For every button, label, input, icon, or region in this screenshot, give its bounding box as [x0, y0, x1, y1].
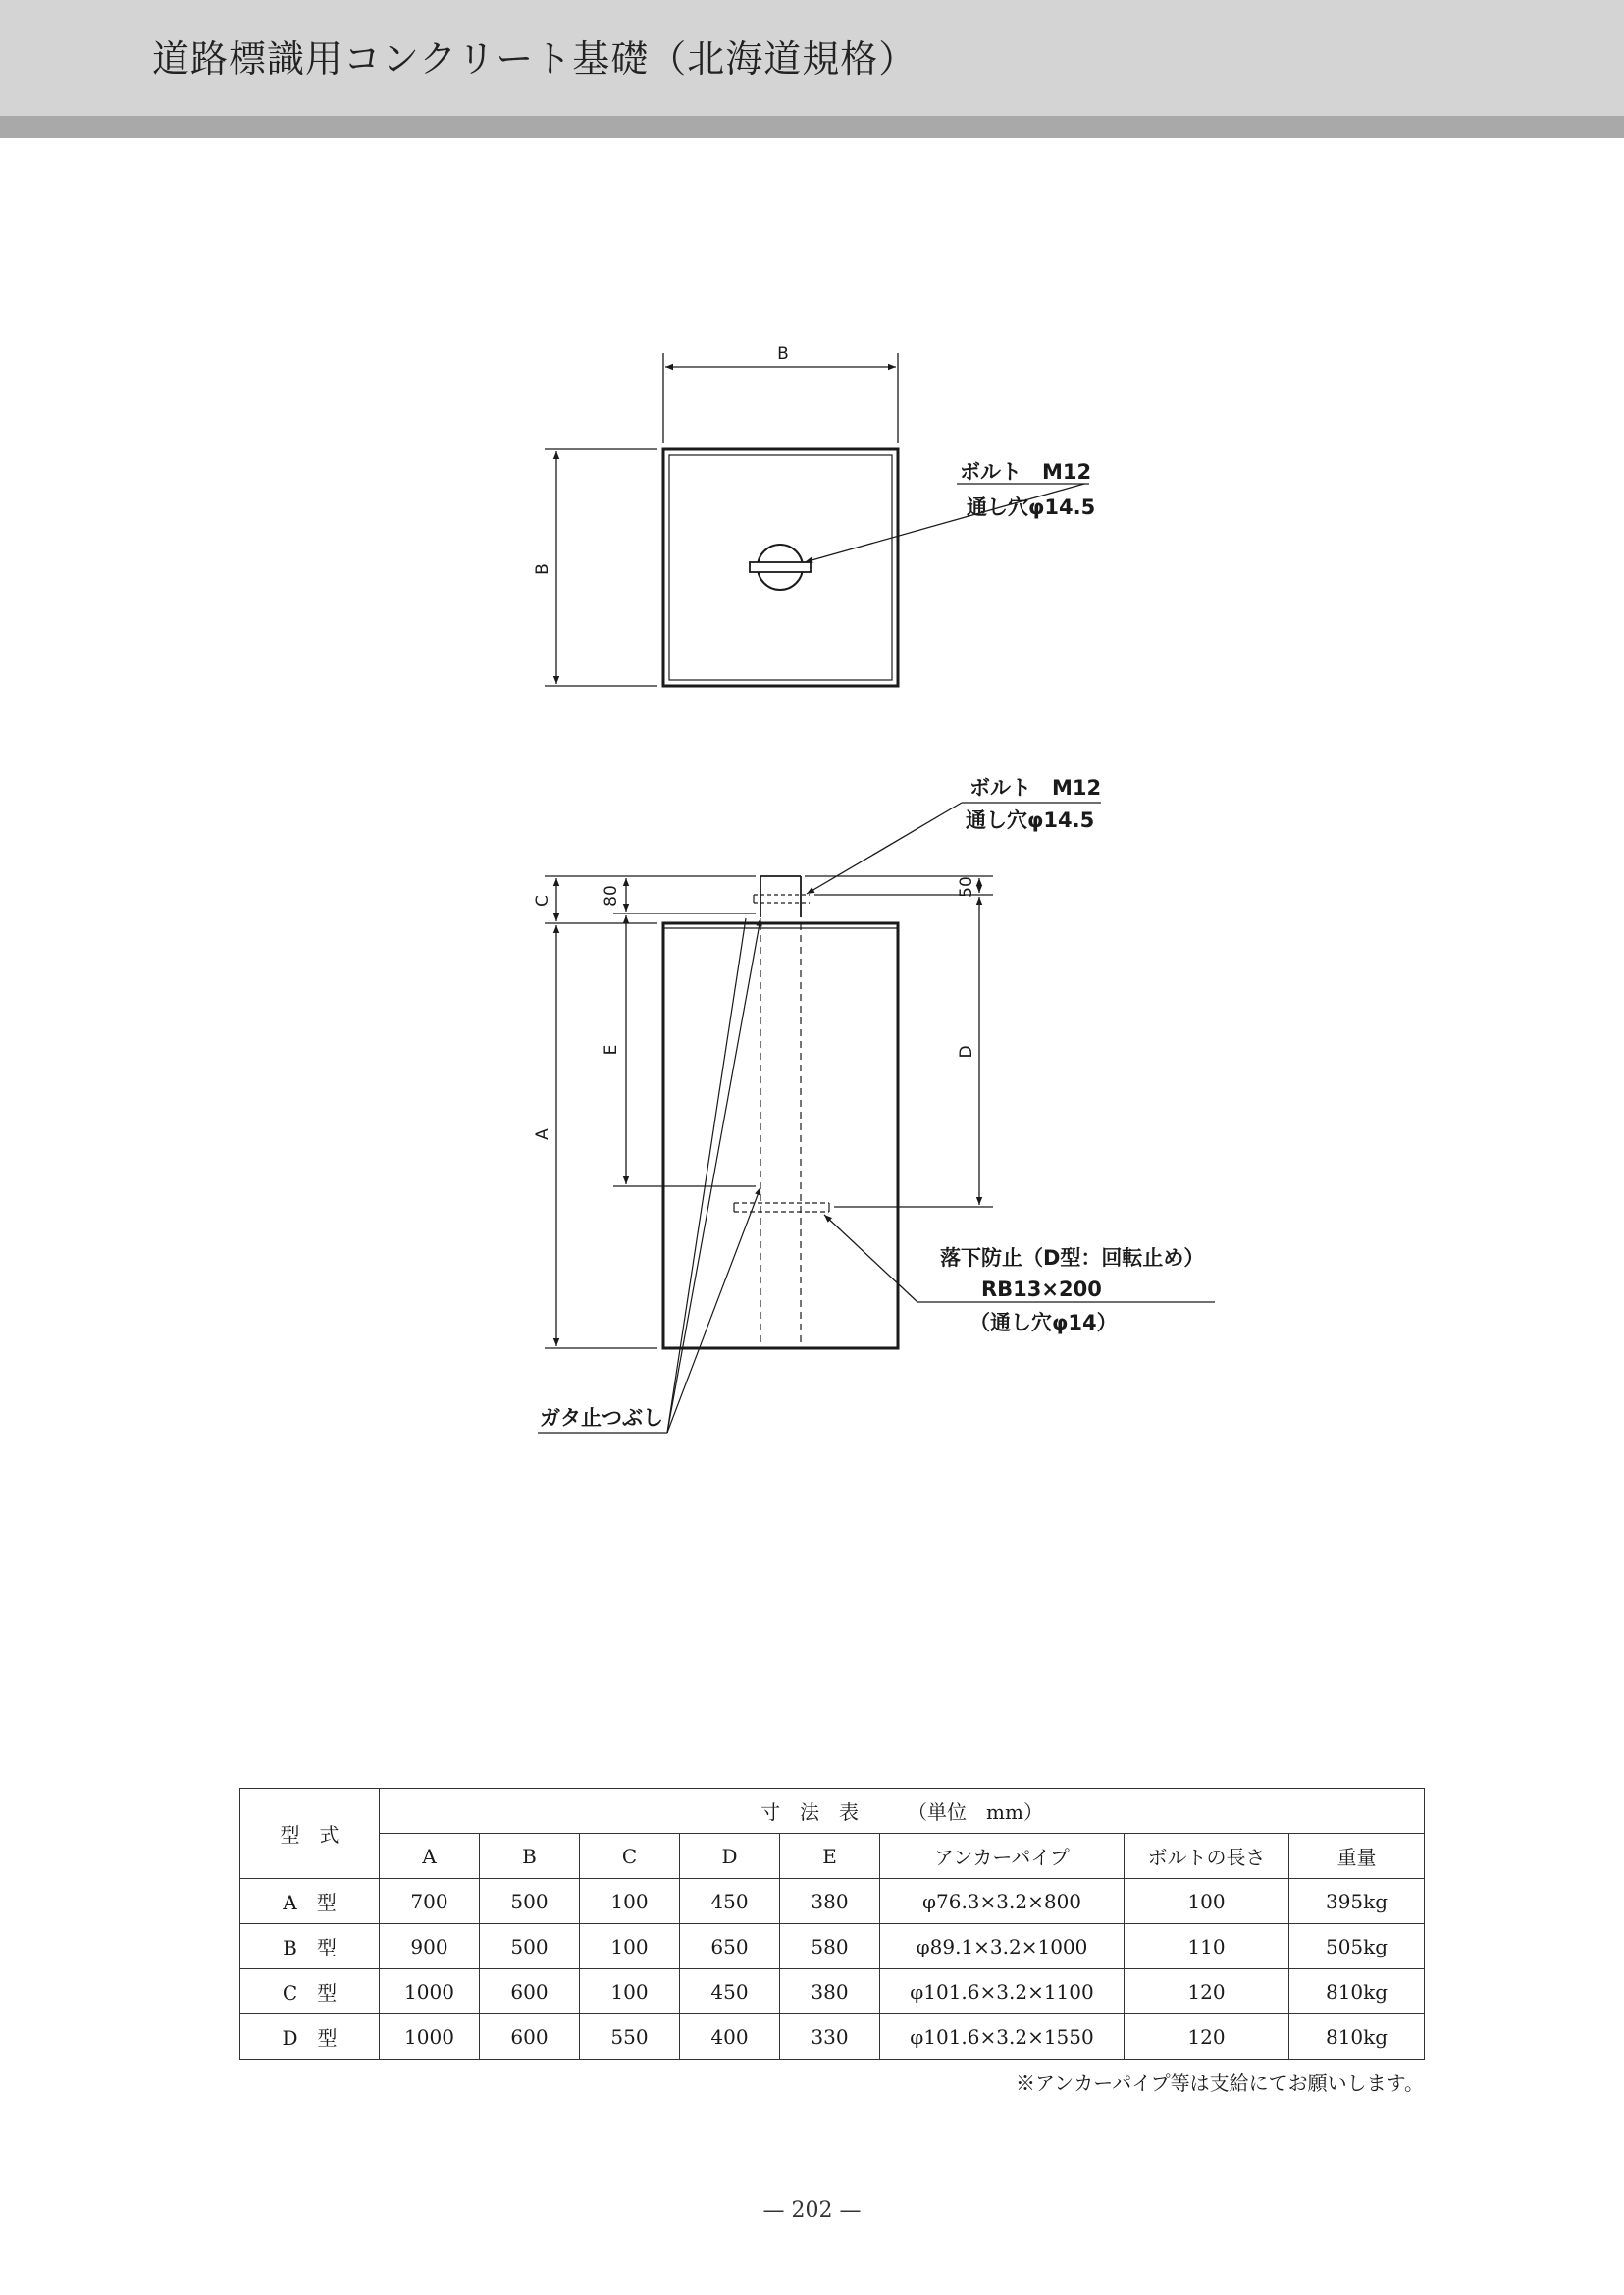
cell: 110 — [1125, 1924, 1289, 1969]
col-a: A — [380, 1834, 480, 1879]
cell: 810kg — [1289, 2014, 1425, 2060]
table-header-row-2 — [240, 1834, 1425, 1879]
table-row — [240, 1879, 1425, 1924]
cell: 450 — [680, 1969, 780, 2014]
plan-dim-b-side: B — [533, 563, 552, 575]
cell: φ101.6×3.2×1100 — [880, 1969, 1125, 2014]
cell: 650 — [680, 1924, 780, 1969]
cell: 100 — [580, 1879, 680, 1924]
cell: φ89.1×3.2×1000 — [880, 1924, 1125, 1969]
col-bolt-length: ボルトの長さ — [1125, 1834, 1289, 1879]
elevation-fall-prevention-bar — [734, 1203, 829, 1212]
dim-50: 50 — [957, 876, 976, 898]
row-model: B 型 — [240, 1924, 380, 1969]
cell: 450 — [680, 1879, 780, 1924]
elev-bolt-leader — [807, 803, 962, 894]
col-d: D — [680, 1834, 780, 1879]
cell: 100 — [1125, 1879, 1289, 1924]
page-title: 道路標識用コンクリート基礎（北海道規格） — [152, 37, 917, 80]
table-row — [240, 1969, 1425, 2014]
cell: 120 — [1125, 2014, 1289, 2060]
cell: 120 — [1125, 1969, 1289, 2014]
header-dimensions: 寸 法 表 （単位 mm） — [380, 1789, 1425, 1834]
plan-anchor-pipe — [750, 545, 811, 590]
cell: 900 — [380, 1924, 480, 1969]
row-model: C 型 — [240, 1969, 380, 2014]
cell: 505kg — [1289, 1924, 1425, 1969]
cell: 550 — [580, 2014, 680, 2060]
cell: 330 — [780, 2014, 880, 2060]
row-model: A 型 — [240, 1879, 380, 1924]
elevation-anchor-pipe — [760, 876, 801, 1348]
col-b: B — [480, 1834, 580, 1879]
table-row — [240, 2014, 1425, 2060]
cell: 600 — [480, 2014, 580, 2060]
table-row — [240, 1924, 1425, 1969]
cell: 400 — [680, 2014, 780, 2060]
col-c: C — [580, 1834, 680, 1879]
elevation-view — [533, 776, 1215, 1433]
plan-note-bolt: ボルト M12 — [960, 460, 1092, 484]
cell: φ101.6×3.2×1550 — [880, 2014, 1125, 2060]
dim-c: C — [533, 895, 552, 907]
dim-a: A — [533, 1128, 552, 1140]
fall-note-2: RB13×200 — [981, 1278, 1102, 1301]
plan-note-hole: 通し穴φ14.5 — [967, 496, 1096, 519]
table-header-row-1 — [240, 1789, 1425, 1834]
cell: φ76.3×3.2×800 — [880, 1879, 1125, 1924]
col-anchor-pipe: アンカーパイプ — [880, 1834, 1125, 1879]
dim-d: D — [957, 1045, 976, 1059]
row-model: D 型 — [240, 2014, 380, 2060]
dimension-table — [239, 1788, 1425, 2060]
cell: 100 — [580, 1969, 680, 2014]
page-number: — 202 — — [762, 2198, 862, 2222]
elev-note-bolt: ボルト M12 — [969, 776, 1102, 800]
dim-80: 80 — [602, 885, 621, 907]
rattle-note: ガタ止つぶし — [540, 1406, 663, 1430]
plan-dim-b-top: B — [777, 344, 789, 364]
elev-note-hole: 通し穴φ14.5 — [966, 808, 1095, 832]
elevation-body — [663, 923, 898, 1348]
cell: 600 — [480, 1969, 580, 2014]
header-model: 型 式 — [240, 1789, 380, 1879]
cell: 1000 — [380, 1969, 480, 2014]
table-note: ※アンカーパイプ等は支給にてお願いします。 — [1016, 2071, 1424, 2095]
cell: 500 — [480, 1924, 580, 1969]
col-weight: 重量 — [1289, 1834, 1425, 1879]
cell: 580 — [780, 1924, 880, 1969]
fall-note-leader — [824, 1215, 917, 1302]
cell: 500 — [480, 1879, 580, 1924]
cell: 810kg — [1289, 1969, 1425, 2014]
cell: 380 — [780, 1969, 880, 2014]
dim-e: E — [602, 1044, 621, 1056]
fall-note-1: 落下防止（D型：回転止め） — [940, 1246, 1205, 1270]
fall-note-3: （通し穴φ14） — [969, 1311, 1118, 1334]
cell: 395kg — [1289, 1879, 1425, 1924]
cell: 100 — [580, 1924, 680, 1969]
cell: 700 — [380, 1879, 480, 1924]
cell: 380 — [780, 1879, 880, 1924]
cell: 1000 — [380, 2014, 480, 2060]
plan-view — [533, 344, 1095, 686]
col-e: E — [780, 1834, 880, 1879]
